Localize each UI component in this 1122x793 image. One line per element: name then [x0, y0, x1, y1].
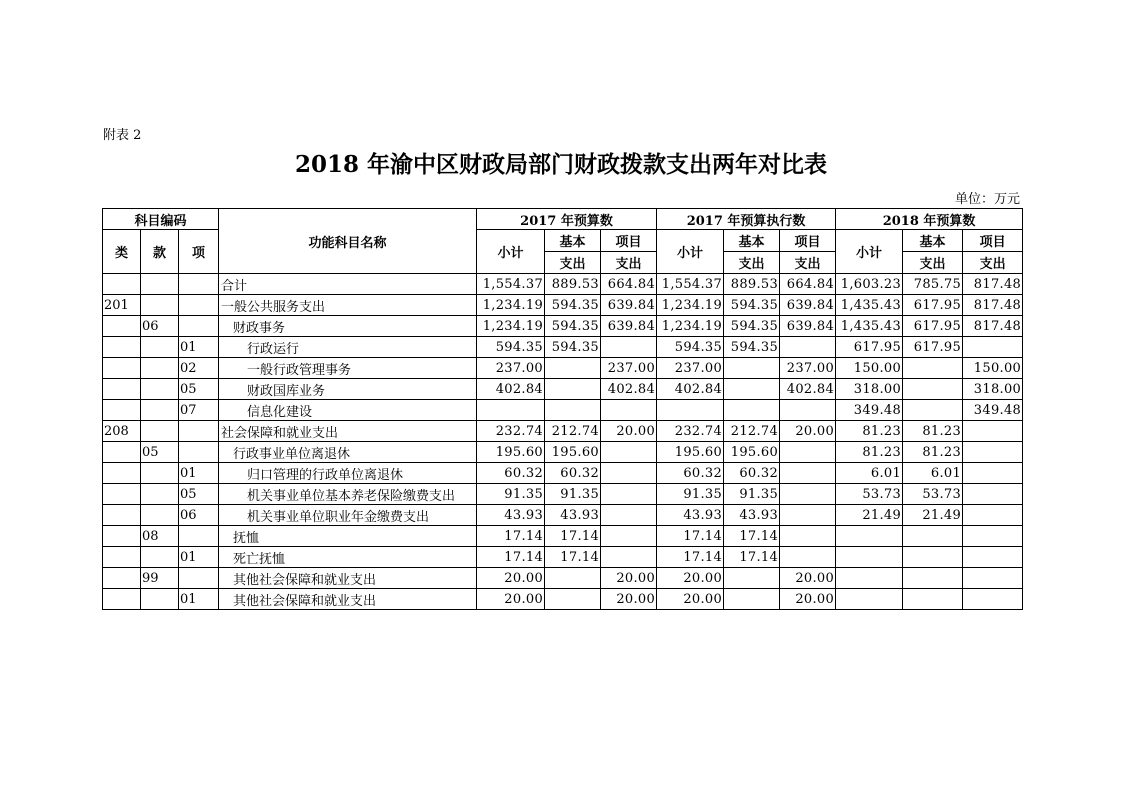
2017-exec-project — [780, 484, 836, 505]
basic-header-line2: 支出 — [903, 252, 963, 274]
function-name: 财政国库业务 — [219, 379, 477, 400]
2017-exec-subtotal: 1,234.19 — [657, 295, 724, 316]
basic-header: 基本 — [724, 230, 780, 252]
2017-budget-basic — [545, 589, 601, 610]
2017-exec-project — [780, 526, 836, 547]
2018-budget-basic: 53.73 — [903, 484, 963, 505]
2018-budget-project — [963, 568, 1023, 589]
2017-budget-basic: 594.35 — [545, 316, 601, 337]
2017-budget-basic — [545, 358, 601, 379]
table-row — [103, 463, 1023, 484]
2018-budget-basic: 617.95 — [903, 295, 963, 316]
2018-budget-subtotal: 53.73 — [836, 484, 903, 505]
2017-budget-basic: 43.93 — [545, 505, 601, 526]
lei-code — [103, 442, 141, 463]
2017-exec-subtotal: 17.14 — [657, 526, 724, 547]
2018-budget-basic: 617.95 — [903, 337, 963, 358]
2017-budget-basic — [545, 379, 601, 400]
2017-budget-subtotal: 237.00 — [477, 358, 545, 379]
kuan-code — [141, 463, 179, 484]
table-row — [103, 568, 1023, 589]
kuan-header: 款 — [141, 230, 179, 274]
xiang-code: 05 — [179, 484, 219, 505]
kuan-code: 99 — [141, 568, 179, 589]
2018-budget-basic — [903, 547, 963, 568]
function-name: 机关事业单位基本养老保险缴费支出 — [219, 484, 477, 505]
2017-exec-basic: 195.60 — [724, 442, 780, 463]
2017-exec-project — [780, 337, 836, 358]
kuan-code — [141, 505, 179, 526]
2017-exec-project — [780, 505, 836, 526]
2018-budget-project — [963, 505, 1023, 526]
2017-budget-basic: 594.35 — [545, 295, 601, 316]
2017-budget-subtotal: 91.35 — [477, 484, 545, 505]
kuan-code — [141, 379, 179, 400]
2017-exec-basic: 17.14 — [724, 526, 780, 547]
2017-exec-subtotal: 60.32 — [657, 463, 724, 484]
2017-exec-project: 664.84 — [780, 274, 836, 295]
2017-exec-basic: 594.35 — [724, 295, 780, 316]
2017-exec-subtotal: 20.00 — [657, 589, 724, 610]
2018-budget-basic — [903, 379, 963, 400]
2017-exec-basic: 60.32 — [724, 463, 780, 484]
lei-code — [103, 400, 141, 421]
2017-budget-project: 20.00 — [601, 589, 657, 610]
header-row-1 — [103, 209, 1023, 230]
subtotal-header: 小计 — [477, 230, 545, 274]
basic-header: 基本 — [545, 230, 601, 252]
project-header-line2: 支出 — [963, 252, 1023, 274]
2017-budget-project — [601, 463, 657, 484]
table-row — [103, 526, 1023, 547]
2018-budget-project — [963, 484, 1023, 505]
2017-budget-subtotal: 43.93 — [477, 505, 545, 526]
2017-budget-basic: 212.74 — [545, 421, 601, 442]
group-2017-exec-header: 2017 年预算执行数 — [657, 209, 836, 230]
2018-budget-basic — [903, 400, 963, 421]
2017-exec-project — [780, 547, 836, 568]
table-row — [103, 505, 1023, 526]
2018-budget-subtotal: 21.49 — [836, 505, 903, 526]
project-header: 项目 — [780, 230, 836, 252]
2017-exec-project: 402.84 — [780, 379, 836, 400]
2018-budget-subtotal: 1,603.23 — [836, 274, 903, 295]
function-name: 合计 — [219, 274, 477, 295]
2017-budget-basic — [545, 400, 601, 421]
2017-budget-project: 20.00 — [601, 568, 657, 589]
table-row — [103, 421, 1023, 442]
basic-header-line2: 支出 — [545, 252, 601, 274]
function-name: 其他社会保障和就业支出 — [219, 568, 477, 589]
table-row — [103, 589, 1023, 610]
xiang-code — [179, 421, 219, 442]
xiang-code — [179, 316, 219, 337]
subject-code-header: 科目编码 — [103, 209, 219, 230]
2017-exec-subtotal: 232.74 — [657, 421, 724, 442]
2017-budget-project: 639.84 — [601, 295, 657, 316]
2017-exec-subtotal: 1,234.19 — [657, 316, 724, 337]
table-row — [103, 442, 1023, 463]
2018-budget-subtotal: 349.48 — [836, 400, 903, 421]
2017-budget-project — [601, 547, 657, 568]
2017-budget-project — [601, 442, 657, 463]
2018-budget-subtotal: 81.23 — [836, 421, 903, 442]
xiang-code: 01 — [179, 337, 219, 358]
2018-budget-project — [963, 463, 1023, 484]
function-name: 行政运行 — [219, 337, 477, 358]
2017-budget-project: 639.84 — [601, 316, 657, 337]
2017-exec-subtotal: 402.84 — [657, 379, 724, 400]
group-2017-budget-header: 2017 年预算数 — [477, 209, 657, 230]
2018-budget-basic: 81.23 — [903, 421, 963, 442]
2018-budget-subtotal: 150.00 — [836, 358, 903, 379]
2017-budget-project — [601, 505, 657, 526]
xiang-code: 01 — [179, 547, 219, 568]
2017-exec-basic: 889.53 — [724, 274, 780, 295]
xiang-code — [179, 526, 219, 547]
function-name: 信息化建设 — [219, 400, 477, 421]
function-name: 社会保障和就业支出 — [219, 421, 477, 442]
2017-budget-basic: 195.60 — [545, 442, 601, 463]
lei-code — [103, 379, 141, 400]
2018-budget-project — [963, 337, 1023, 358]
2017-exec-basic — [724, 400, 780, 421]
2017-exec-subtotal: 20.00 — [657, 568, 724, 589]
2018-budget-project — [963, 442, 1023, 463]
lei-code — [103, 484, 141, 505]
xiang-code — [179, 295, 219, 316]
2017-budget-subtotal: 1,554.37 — [477, 274, 545, 295]
2018-budget-subtotal: 1,435.43 — [836, 295, 903, 316]
2017-exec-subtotal: 237.00 — [657, 358, 724, 379]
2018-budget-project — [963, 589, 1023, 610]
2017-exec-basic — [724, 379, 780, 400]
2017-exec-project: 20.00 — [780, 421, 836, 442]
2018-budget-subtotal: 318.00 — [836, 379, 903, 400]
kuan-code — [141, 421, 179, 442]
xiang-code: 01 — [179, 463, 219, 484]
2017-budget-basic: 60.32 — [545, 463, 601, 484]
lei-code — [103, 274, 141, 295]
2017-budget-subtotal: 232.74 — [477, 421, 545, 442]
kuan-code — [141, 484, 179, 505]
2018-budget-basic: 617.95 — [903, 316, 963, 337]
2018-budget-subtotal: 81.23 — [836, 442, 903, 463]
kuan-code — [141, 358, 179, 379]
table-row — [103, 337, 1023, 358]
page-title: 2018 年渝中区财政局部门财政拨款支出两年对比表 — [294, 151, 828, 178]
function-name: 其他社会保障和就业支出 — [219, 589, 477, 610]
2017-exec-subtotal: 594.35 — [657, 337, 724, 358]
project-header: 项目 — [963, 230, 1023, 252]
kuan-code: 08 — [141, 526, 179, 547]
2017-budget-subtotal: 20.00 — [477, 589, 545, 610]
2018-budget-project: 318.00 — [963, 379, 1023, 400]
2018-budget-project: 817.48 — [963, 295, 1023, 316]
xiang-code — [179, 568, 219, 589]
2018-budget-project — [963, 526, 1023, 547]
2018-budget-basic: 6.01 — [903, 463, 963, 484]
2017-exec-subtotal: 195.60 — [657, 442, 724, 463]
2017-budget-basic: 17.14 — [545, 526, 601, 547]
project-header: 项目 — [601, 230, 657, 252]
2017-budget-subtotal: 1,234.19 — [477, 316, 545, 337]
2018-budget-subtotal — [836, 568, 903, 589]
2018-budget-basic — [903, 526, 963, 547]
2017-budget-project — [601, 484, 657, 505]
xiang-code: 01 — [179, 589, 219, 610]
2017-budget-basic: 91.35 — [545, 484, 601, 505]
2017-budget-project — [601, 526, 657, 547]
kuan-code — [141, 547, 179, 568]
2017-budget-subtotal: 594.35 — [477, 337, 545, 358]
2018-budget-basic: 81.23 — [903, 442, 963, 463]
budget-comparison-table — [102, 208, 1023, 610]
2017-exec-basic — [724, 589, 780, 610]
function-name: 抚恤 — [219, 526, 477, 547]
2017-budget-project: 20.00 — [601, 421, 657, 442]
2017-exec-basic — [724, 358, 780, 379]
2017-exec-project: 639.84 — [780, 295, 836, 316]
xiang-code: 07 — [179, 400, 219, 421]
lei-code — [103, 505, 141, 526]
2017-budget-basic — [545, 568, 601, 589]
2017-budget-subtotal — [477, 400, 545, 421]
table-row — [103, 547, 1023, 568]
lei-header: 类 — [103, 230, 141, 274]
2017-exec-subtotal: 1,554.37 — [657, 274, 724, 295]
lei-code: 201 — [103, 295, 141, 316]
2018-budget-basic — [903, 589, 963, 610]
2017-budget-subtotal: 1,234.19 — [477, 295, 545, 316]
table-row — [103, 379, 1023, 400]
2018-budget-project: 150.00 — [963, 358, 1023, 379]
xiang-header: 项 — [179, 230, 219, 274]
function-name: 归口管理的行政单位离退休 — [219, 463, 477, 484]
table-row — [103, 295, 1023, 316]
2017-exec-project — [780, 463, 836, 484]
table-row — [103, 316, 1023, 337]
2017-exec-subtotal — [657, 400, 724, 421]
2017-exec-basic: 17.14 — [724, 547, 780, 568]
2017-exec-subtotal: 91.35 — [657, 484, 724, 505]
2018-budget-subtotal — [836, 547, 903, 568]
2018-budget-basic: 785.75 — [903, 274, 963, 295]
lei-code: 208 — [103, 421, 141, 442]
2017-budget-project: 237.00 — [601, 358, 657, 379]
lei-code — [103, 337, 141, 358]
lei-code — [103, 463, 141, 484]
2017-budget-basic: 17.14 — [545, 547, 601, 568]
2017-budget-project: 664.84 — [601, 274, 657, 295]
project-header-line2: 支出 — [601, 252, 657, 274]
2018-budget-basic — [903, 568, 963, 589]
lei-code — [103, 568, 141, 589]
basic-header-line2: 支出 — [724, 252, 780, 274]
2017-budget-subtotal: 195.60 — [477, 442, 545, 463]
table-row — [103, 400, 1023, 421]
function-name-header: 功能科目名称 — [219, 209, 477, 274]
kuan-code: 05 — [141, 442, 179, 463]
2017-budget-project — [601, 400, 657, 421]
kuan-code — [141, 589, 179, 610]
2017-budget-basic: 594.35 — [545, 337, 601, 358]
2017-exec-project — [780, 442, 836, 463]
function-name: 一般行政管理事务 — [219, 358, 477, 379]
2017-budget-basic: 889.53 — [545, 274, 601, 295]
2018-budget-subtotal — [836, 589, 903, 610]
kuan-code: 06 — [141, 316, 179, 337]
2017-exec-project — [780, 400, 836, 421]
lei-code — [103, 358, 141, 379]
2017-budget-project: 402.84 — [601, 379, 657, 400]
kuan-code — [141, 274, 179, 295]
basic-header: 基本 — [903, 230, 963, 252]
lei-code — [103, 589, 141, 610]
kuan-code — [141, 337, 179, 358]
xiang-code: 05 — [179, 379, 219, 400]
2017-exec-project: 20.00 — [780, 589, 836, 610]
2017-exec-subtotal: 17.14 — [657, 547, 724, 568]
2018-budget-project: 817.48 — [963, 316, 1023, 337]
2017-exec-basic: 594.35 — [724, 337, 780, 358]
2017-budget-subtotal: 17.14 — [477, 526, 545, 547]
2017-exec-basic: 594.35 — [724, 316, 780, 337]
function-name: 机关事业单位职业年金缴费支出 — [219, 505, 477, 526]
2017-exec-basic: 212.74 — [724, 421, 780, 442]
2017-budget-subtotal: 402.84 — [477, 379, 545, 400]
2017-exec-basic — [724, 568, 780, 589]
2017-budget-subtotal: 17.14 — [477, 547, 545, 568]
2017-exec-basic: 91.35 — [724, 484, 780, 505]
2018-budget-subtotal: 1,435.43 — [836, 316, 903, 337]
2018-budget-project: 349.48 — [963, 400, 1023, 421]
unit-label: 单位：万元 — [954, 192, 1020, 207]
2017-budget-subtotal: 20.00 — [477, 568, 545, 589]
xiang-code — [179, 442, 219, 463]
xiang-code: 06 — [179, 505, 219, 526]
lei-code — [103, 547, 141, 568]
2018-budget-project — [963, 547, 1023, 568]
function-name: 死亡抚恤 — [219, 547, 477, 568]
2017-exec-basic: 43.93 — [724, 505, 780, 526]
2017-exec-project: 639.84 — [780, 316, 836, 337]
attachment-label: 附表 2 — [103, 128, 142, 143]
2017-budget-subtotal: 60.32 — [477, 463, 545, 484]
function-name: 行政事业单位离退休 — [219, 442, 477, 463]
2018-budget-project — [963, 421, 1023, 442]
2017-budget-project — [601, 337, 657, 358]
function-name: 一般公共服务支出 — [219, 295, 477, 316]
2018-budget-subtotal: 6.01 — [836, 463, 903, 484]
2018-budget-subtotal: 617.95 — [836, 337, 903, 358]
kuan-code — [141, 400, 179, 421]
table-row — [103, 484, 1023, 505]
table-row — [103, 274, 1023, 295]
project-header-line2: 支出 — [780, 252, 836, 274]
lei-code — [103, 316, 141, 337]
xiang-code — [179, 274, 219, 295]
kuan-code — [141, 295, 179, 316]
2018-budget-basic — [903, 358, 963, 379]
2018-budget-basic: 21.49 — [903, 505, 963, 526]
function-name: 财政事务 — [219, 316, 477, 337]
group-2018-budget-header: 2018 年预算数 — [836, 209, 1023, 230]
table-row — [103, 358, 1023, 379]
lei-code — [103, 526, 141, 547]
subtotal-header: 小计 — [657, 230, 724, 274]
2018-budget-subtotal — [836, 526, 903, 547]
2017-exec-subtotal: 43.93 — [657, 505, 724, 526]
2018-budget-project: 817.48 — [963, 274, 1023, 295]
2017-exec-project: 237.00 — [780, 358, 836, 379]
2017-exec-project: 20.00 — [780, 568, 836, 589]
xiang-code: 02 — [179, 358, 219, 379]
subtotal-header: 小计 — [836, 230, 903, 274]
